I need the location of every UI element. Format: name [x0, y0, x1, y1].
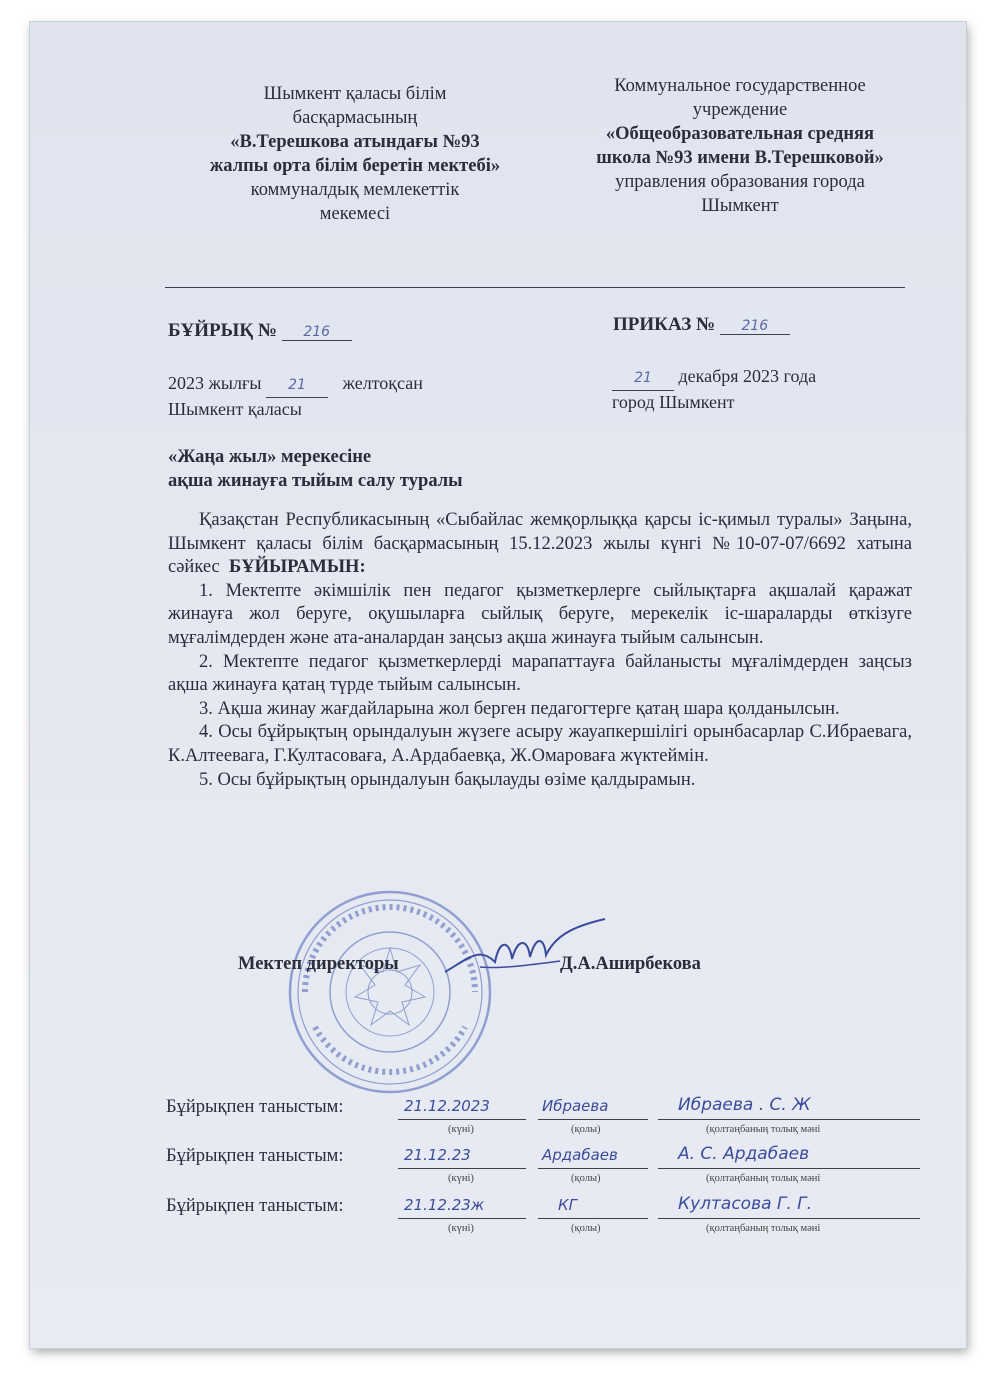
header-ru-line6: Шымкент	[701, 196, 779, 216]
order-number-ru	[613, 314, 790, 336]
body-intro	[168, 509, 912, 580]
header-russian	[540, 74, 940, 218]
ack-name: Ибраева . С. Ж	[678, 1095, 811, 1115]
director-handwritten-signature	[440, 917, 610, 987]
ack-name-field	[658, 1196, 920, 1219]
date-day-kz: 21	[266, 374, 328, 398]
acknowledgement-row	[166, 1095, 821, 1135]
body-item: 3. Ақша жинау жағдайларына жол берген педагогтерге қатаң шара қолданылсын.	[199, 698, 840, 719]
order-label-ru: ПРИКАЗ №	[613, 314, 716, 335]
header-ru-line3: «Общеобразовательная средняя	[605, 124, 875, 144]
subject-line2: ақша жинауға тыйым салу туралы	[168, 471, 463, 491]
ack-date-field	[398, 1196, 526, 1219]
date-prefix-kz: 2023 жылғы	[168, 373, 262, 393]
header-ru-line2: учреждение	[692, 100, 788, 120]
header-kz-line4: жалпы орта білім беретін мектебі»	[209, 156, 501, 176]
header-kz-line5: коммуналдық мемлекеттік	[250, 180, 460, 200]
city-ru: город Шымкент	[612, 392, 735, 412]
header-ru-line1: Коммунальное государственное	[614, 76, 866, 96]
document-page	[30, 22, 966, 1348]
ack-date-field	[398, 1097, 526, 1120]
ack-label: Бұйрықпен таныстым:	[166, 1097, 344, 1117]
date-suffix-ru: декабря 2023 года	[678, 366, 817, 386]
subject-line1: «Жаңа жыл» мерекесіне	[168, 447, 372, 467]
header-kz-line1: Шымкент қаласы білім	[263, 84, 447, 104]
ack-caption-date: (күні)	[448, 1124, 474, 1135]
body-item: 2. Мектепте педагог қызметкерлерді марапаттауға байланысты мұғалімдерден заңсыз ақша жинауға қатаң түрде тыйым салынсын.	[168, 651, 912, 696]
director-signature-line	[238, 954, 701, 975]
ack-caption-name: (қолтаңбаның толық мәні	[706, 1124, 821, 1135]
ack-sign: Ардабаев	[542, 1146, 618, 1164]
ack-name: А. С. Ардабаев	[678, 1144, 810, 1164]
date-month-kz: желтоқсан	[342, 373, 423, 393]
order-number-kz	[168, 320, 352, 342]
ack-sign-field	[538, 1196, 648, 1219]
date-block-kz	[168, 372, 423, 421]
director-title: Мектеп директоры	[238, 954, 399, 974]
header-kz-line2: басқармасының	[292, 108, 418, 128]
acknowledgement-row	[166, 1144, 821, 1184]
date-day-ru: 21	[612, 367, 674, 391]
ack-caption-sign: (қолы)	[571, 1223, 601, 1234]
header-ru-line4: школа №93 имени В.Терешковой»	[596, 148, 884, 168]
header-kazakh	[170, 82, 540, 226]
ack-sign-field	[538, 1097, 648, 1120]
order-body	[168, 509, 912, 792]
ack-label: Бұйрықпен таныстым:	[166, 1146, 344, 1166]
ack-caption-sign: (қолы)	[571, 1173, 601, 1184]
ack-date: 21.12.23ж	[404, 1196, 485, 1214]
header-ru-line5: управления образования города	[615, 172, 865, 192]
body-item: 1. Мектепте әкімшілік пен педагог қызметкерлерге сыйлықтарға ақшалай қаражат жинауға жол беруге, оқушыларға сыйлық беруге, мерекелік іс-шараларды өткізуге мұғалімдерден және ата-аналардан заңсыз ақша жинауға тыйым салынсын.	[168, 580, 912, 648]
director-name: Д.А.Аширбекова	[560, 954, 701, 974]
order-label-kz: БҰЙРЫҚ №	[168, 320, 277, 341]
ack-sign: Ибраева	[542, 1097, 609, 1115]
ack-caption-date: (күні)	[448, 1223, 474, 1234]
order-number-kz-value: 216	[282, 324, 352, 341]
ack-name-field	[658, 1097, 920, 1120]
header-divider	[165, 287, 905, 288]
ack-name-field	[658, 1146, 920, 1169]
date-block-ru	[612, 365, 816, 414]
ack-label: Бұйрықпен таныстым:	[166, 1196, 344, 1216]
ack-caption-sign: (қолы)	[571, 1124, 601, 1135]
ack-caption-date: (күні)	[448, 1173, 474, 1184]
acknowledgement-row	[166, 1194, 821, 1234]
order-number-ru-value: 216	[720, 318, 790, 335]
body-item: 4. Осы бұйрықтың орындалуын жүзеге асыру жауапкершілігі орынбасарлар С.Ибраевага, К.Алтеевага, Г.Култасоваға, А.Ардабаевқа, Ж.Омароваға жүктеймін.	[168, 722, 912, 766]
ack-caption-name: (қолтаңбаның толық мәні	[706, 1223, 821, 1234]
ack-date: 21.12.2023	[404, 1097, 490, 1115]
body-item: 5. Осы бұйрықтың орындалуын бақылауды өзіме қалдырамын.	[199, 769, 696, 790]
ack-sign: КГ	[558, 1196, 578, 1214]
ack-date: 21.12.23	[404, 1146, 471, 1164]
ack-name: Култасова Г. Г.	[678, 1194, 813, 1214]
ack-sign-field	[538, 1146, 648, 1169]
body-command: БҰЙЫРАМЫН:	[228, 557, 366, 578]
header-kz-line3: «В.Терешкова атындағы №93	[230, 132, 480, 152]
city-kz: Шымкент қаласы	[168, 399, 302, 419]
body-intro-text: Қазақстан Республикасының «Сыбайлас жемқорлыққа қарсы іс-қимыл туралы» Заңына, Шымкент қаласы білім басқармасының 15.12.2023 жылы күнгі №10-07-07/6692 хатына сәйкес	[168, 510, 912, 578]
ack-caption-name: (қолтаңбаның толық мәні	[706, 1173, 821, 1184]
order-subject	[168, 445, 463, 493]
ack-date-field	[398, 1146, 526, 1169]
header-kz-line6: мекемесі	[319, 204, 391, 224]
